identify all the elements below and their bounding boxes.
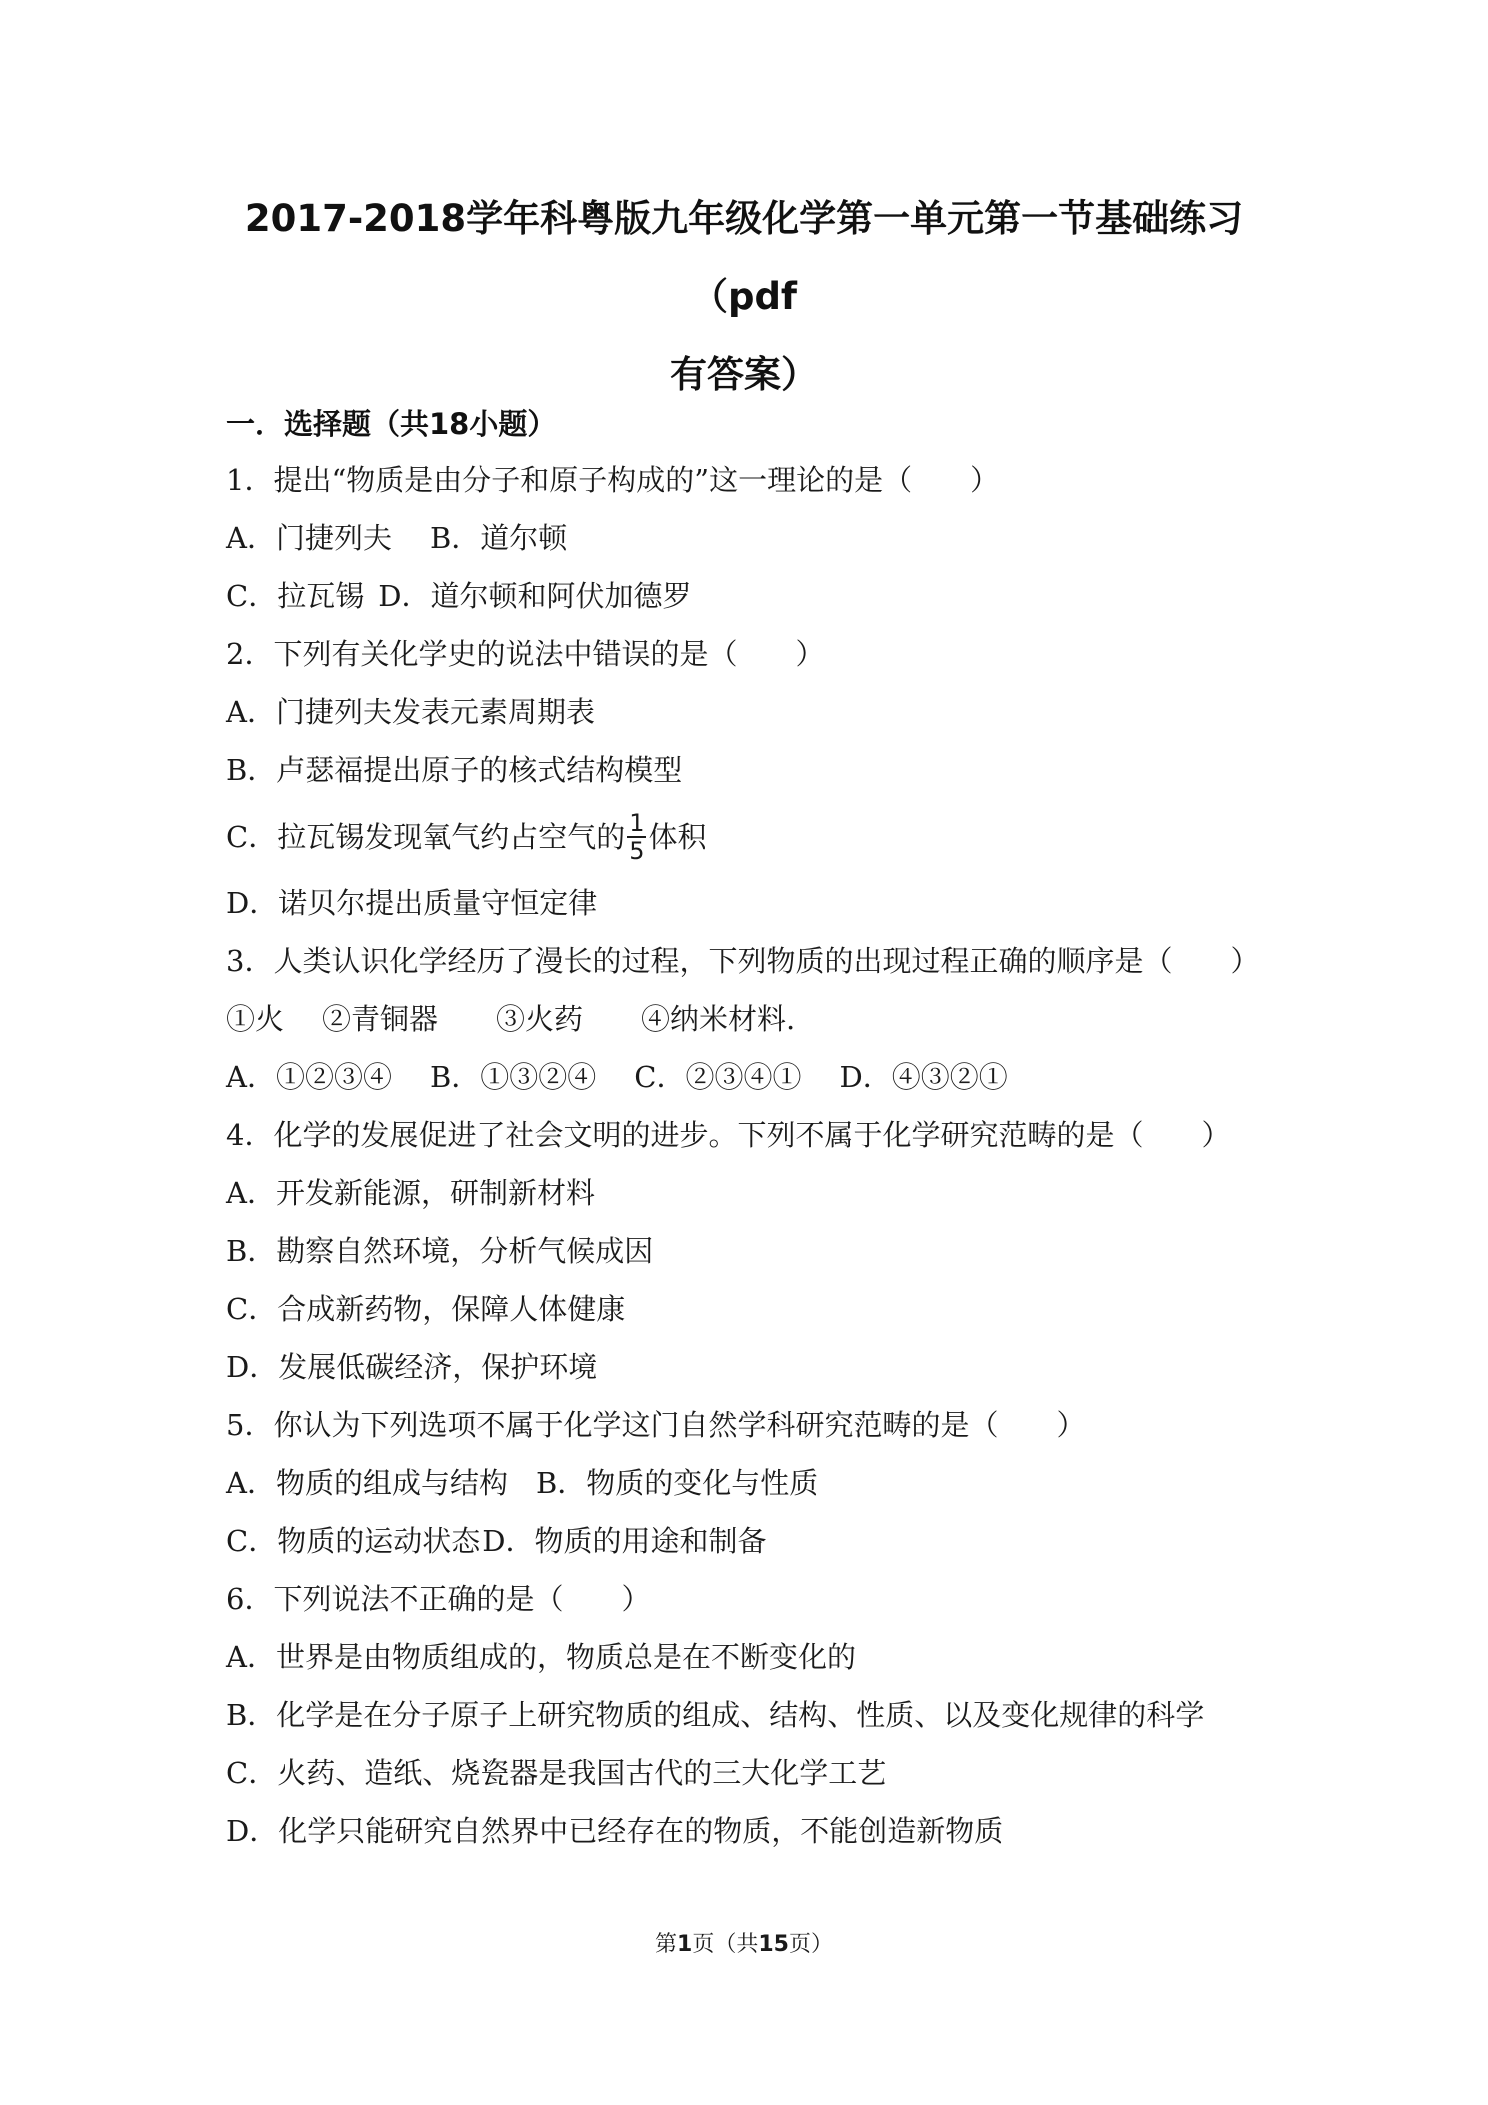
question-1-stem: 1．提出“物质是由分子和原子构成的”这一理论的是（ ） xyxy=(226,463,1000,497)
title-line-1: 2017-2018学年科粤版九年级化学第一单元第一节基础练习（pdf xyxy=(244,197,1244,318)
question-6-option-a: A．世界是由物质组成的，物质总是在不断变化的 xyxy=(226,1640,856,1674)
question-5-option-d: D．物质的用途和制备 xyxy=(482,1524,767,1558)
fraction-numerator: 1 xyxy=(629,809,645,837)
question-5-option-b: B．物质的变化与性质 xyxy=(535,1466,819,1500)
question-3-item-3: ③火药 xyxy=(496,1002,584,1036)
page-footer xyxy=(0,1930,1488,1960)
footer-prefix: 第 xyxy=(655,1932,678,1957)
question-5-options-row-2 xyxy=(226,1521,766,1561)
question-6-option-b: B．化学是在分子原子上研究物质的组成、结构、性质、以及变化规律的科学 xyxy=(226,1698,1205,1732)
question-5-stem: 5．你认为下列选项不属于化学这门自然学科研究范畴的是（ ） xyxy=(226,1408,1086,1442)
question-3-items xyxy=(226,999,795,1039)
question-5-options-row-1 xyxy=(226,1463,818,1503)
fraction-one-fifth xyxy=(627,810,646,864)
question-3-item-2: ②青铜器 xyxy=(322,1002,439,1036)
question-1-option-b: B．道尔顿 xyxy=(429,521,568,555)
footer-middle: 页（共 xyxy=(692,1932,759,1957)
question-6-stem: 6．下列说法不正确的是（ ） xyxy=(226,1582,651,1616)
question-3-option-a: A．①②③④ xyxy=(226,1060,392,1094)
question-2-option-c xyxy=(226,809,707,866)
question-5-option-a: A．物质的组成与结构 xyxy=(226,1466,508,1500)
question-1-option-c: C．拉瓦锡 xyxy=(226,579,365,613)
question-3-option-c: C．②③④① xyxy=(634,1060,802,1094)
question-2-option-c-text: C．拉瓦锡发现氧气约占空气的 xyxy=(226,820,626,854)
question-4-option-a: A．开发新能源，研制新材料 xyxy=(226,1176,595,1210)
question-5-option-c: C．物质的运动状态 xyxy=(226,1524,481,1558)
question-6-option-d: D．化学只能研究自然界中已经存在的物质，不能创造新物质 xyxy=(226,1814,1004,1848)
question-3-option-d: D．④③②① xyxy=(839,1060,1008,1094)
section-heading: 一．选择题（共18小题） xyxy=(226,407,557,441)
question-2-option-a: A．门捷列夫发表元素周期表 xyxy=(226,695,595,729)
question-1-options-row-2 xyxy=(226,576,691,616)
question-6-option-c: C．火药、造纸、烧瓷器是我国古代的三大化学工艺 xyxy=(226,1756,887,1790)
footer-page-number: 1 xyxy=(677,1932,693,1957)
question-2-stem: 2．下列有关化学史的说法中错误的是（ ） xyxy=(226,637,825,671)
question-3-stem: 3．人类认识化学经历了漫长的过程，下列物质的出现过程正确的顺序是（ ） xyxy=(226,944,1260,978)
question-2-option-c-suffix: 体积 xyxy=(648,820,707,854)
question-3-item-4: ④纳米材料. xyxy=(641,1002,796,1036)
title-line-2: 有答案） xyxy=(670,353,818,396)
question-1-option-d: D．道尔顿和阿伏加德罗 xyxy=(378,579,692,613)
question-1-options-row-1 xyxy=(226,518,567,558)
question-1-option-a: A．门捷列夫 xyxy=(226,521,392,555)
footer-suffix: 页） xyxy=(788,1932,833,1957)
question-4-stem: 4．化学的发展促进了社会文明的进步。下列不属于化学研究范畴的是（ ） xyxy=(226,1118,1231,1152)
question-4-option-d: D．发展低碳经济，保护环境 xyxy=(226,1350,598,1384)
question-2-option-b: B．卢瑟福提出原子的核式结构模型 xyxy=(226,753,683,787)
question-3-item-1: ①火 xyxy=(226,1002,285,1036)
question-3-option-b: B．①③②④ xyxy=(429,1060,597,1094)
question-4-option-c: C．合成新药物，保障人体健康 xyxy=(226,1292,626,1326)
question-3-options xyxy=(226,1057,1008,1097)
footer-total-pages: 15 xyxy=(758,1932,789,1957)
document-title xyxy=(200,180,1288,414)
fraction-denominator: 5 xyxy=(629,837,645,865)
question-4-option-b: B．勘察自然环境，分析气候成因 xyxy=(226,1234,654,1268)
question-2-option-d: D．诺贝尔提出质量守恒定律 xyxy=(226,886,598,920)
